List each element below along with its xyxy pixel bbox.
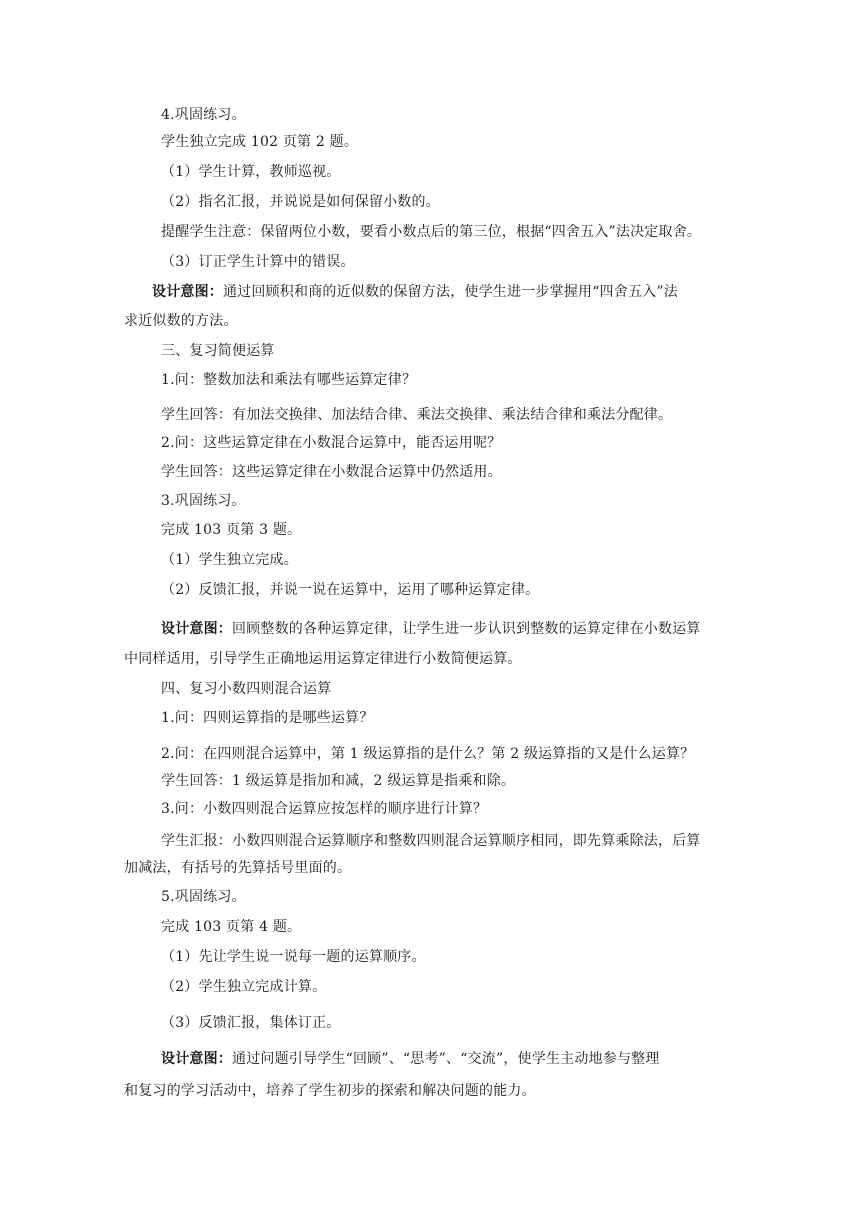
paragraph: （1）学生计算，教师巡视。	[161, 164, 341, 180]
design-intent-text: 通过问题引导学生“回顾”、“思考”、“交流”，使学生主动地参与整理	[232, 1051, 660, 1067]
design-intent-paragraph	[161, 1049, 660, 1069]
paragraph: 中同样适用，引导学生正确地运用运算定律进行小数简便运算。	[124, 651, 522, 667]
paragraph: （3）订正学生计算中的错误。	[161, 254, 355, 270]
paragraph: 5.巩固练习。	[161, 889, 246, 905]
design-intent-paragraph	[161, 619, 701, 639]
paragraph: （2）反馈汇报，并说一说在运算中，运用了哪种运算定律。	[161, 582, 540, 598]
paragraph: （1）先让学生说一说每一题的运算顺序。	[161, 949, 426, 965]
design-intent-label: 设计意图：	[152, 284, 223, 300]
paragraph: 和复习的学习活动中，培养了学生初步的探索和解决问题的能力。	[124, 1083, 536, 1099]
design-intent-text: 通过回顾积和商的近似数的保留方法，使学生进一步掌握用“四舍五入”法	[223, 284, 678, 300]
paragraph: 学生回答：1 级运算是指加和减，2 级运算是指乘和除。	[161, 773, 516, 789]
paragraph: 3.问：小数四则混合运算应按怎样的顺序进行计算？	[161, 801, 488, 817]
paragraph: （3）反馈汇报，集体订正。	[161, 1015, 341, 1031]
paragraph: 加减法，有括号的先算括号里面的。	[124, 860, 352, 876]
paragraph: 完成 103 页第 3 题。	[161, 522, 302, 538]
paragraph: （2）指名汇报，并说说是如何保留小数的。	[161, 194, 440, 210]
paragraph: 完成 103 页第 4 题。	[161, 919, 302, 935]
section-heading: 四、复习小数四则混合运算	[161, 681, 332, 697]
paragraph: 学生独立完成 102 页第 2 题。	[161, 134, 359, 150]
paragraph: 学生汇报：小数四则混合运算顺序和整数四则混合运算顺序相同，即先算乘除法，后算	[161, 833, 701, 849]
paragraph: 1.问：四则运算指的是哪些运算？	[161, 710, 374, 726]
design-intent-paragraph	[152, 282, 678, 302]
paragraph: 学生回答：这些运算定律在小数混合运算中仍然适用。	[161, 464, 502, 480]
paragraph: （1）学生独立完成。	[161, 552, 298, 568]
paragraph: 2.问：在四则混合运算中，第 1 级运算指的是什么？第 2 级运算指的又是什么运算？	[161, 746, 695, 762]
design-intent-text: 回顾整数的各种运算定律，让学生进一步认识到整数的运算定律在小数运算	[232, 621, 701, 637]
design-intent-label: 设计意图：	[161, 1051, 232, 1067]
paragraph: 3.巩固练习。	[161, 493, 246, 509]
paragraph: （2）学生独立完成计算。	[161, 979, 327, 995]
section-heading: 三、复习简便运算	[161, 343, 275, 359]
paragraph: 4.巩固练习。	[161, 107, 246, 123]
design-intent-label: 设计意图：	[161, 621, 232, 637]
paragraph: 2.问：这些运算定律在小数混合运算中，能否运用呢？	[161, 435, 502, 451]
paragraph: 1.问：整数加法和乘法有哪些运算定律？	[161, 372, 417, 388]
paragraph: 求近似数的方法。	[124, 313, 238, 329]
paragraph: 提醒学生注意：保留两位小数，要看小数点后的第三位，根据“四舍五入”法决定取舍。	[161, 224, 702, 240]
paragraph: 学生回答：有加法交换律、加法结合律、乘法交换律、乘法结合律和乘法分配律。	[161, 407, 673, 423]
